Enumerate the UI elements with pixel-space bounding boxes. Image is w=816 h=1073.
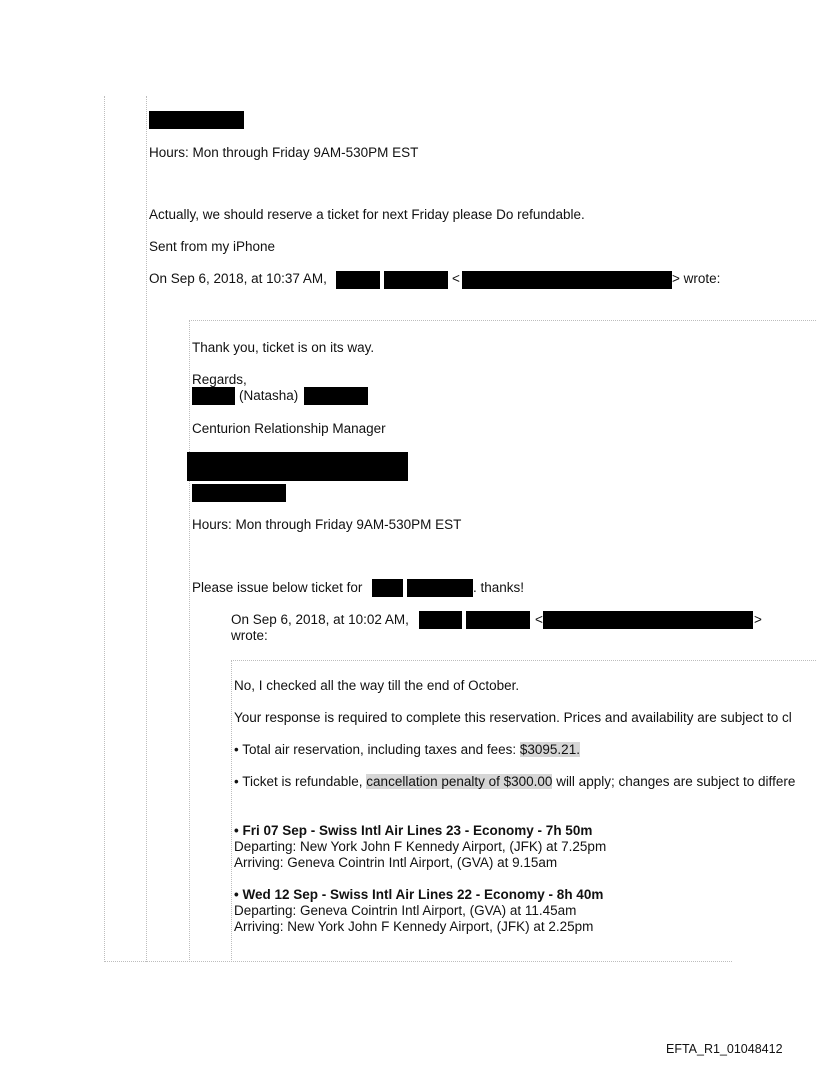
issue-suffix: . thanks! <box>473 580 525 595</box>
redaction-block <box>372 579 403 597</box>
redaction-block <box>462 271 672 289</box>
total-line <box>234 742 580 757</box>
redaction-block <box>192 387 235 405</box>
signature-title: Centurion Relationship Manager <box>192 421 386 436</box>
redaction-block <box>192 484 286 502</box>
issue-prefix: Please issue below ticket for <box>192 580 363 595</box>
quote-border-level2 <box>189 320 190 962</box>
quote-border-level1 <box>146 96 147 962</box>
checked-text: No, I checked all the way till the end of October. <box>234 678 520 693</box>
total-label: • Total air reservation, including taxes and fees: <box>234 742 520 757</box>
hours-text: Hours: Mon through Friday 9AM-530PM EST <box>149 145 419 160</box>
quote-border-level2-top <box>189 320 816 321</box>
quote-header-2-open: < <box>535 612 543 627</box>
quote-header-2-wrote: wrote: <box>231 628 268 643</box>
redaction-block <box>187 452 408 481</box>
quote-border-bottom <box>104 961 732 962</box>
quote-header-1 <box>149 271 327 286</box>
refund-penalty: cancellation penalty of $300.00 <box>366 774 553 789</box>
message-text: Actually, we should reserve a ticket for next Friday please Do refundable. <box>149 207 585 222</box>
document-id: EFTA_R1_01048412 <box>666 1042 783 1056</box>
quote-header-open: < <box>452 271 460 286</box>
refund-prefix: • Ticket is refundable, <box>234 774 367 789</box>
signature-nickname: (Natasha) <box>239 388 299 403</box>
flight-title: • Wed 12 Sep - Swiss Intl Air Lines 22 - Economy - 8h 40m <box>234 887 604 902</box>
redaction-block <box>407 579 473 597</box>
flight-arrive: Arriving: New York John F Kennedy Airport, (JFK) at 2.25pm <box>234 919 594 934</box>
hours-text-2: Hours: Mon through Friday 9AM-530PM EST <box>192 517 462 532</box>
redaction-block <box>304 387 368 405</box>
redaction-block <box>419 611 462 629</box>
redaction-block <box>543 611 753 629</box>
refund-line <box>234 774 795 789</box>
flight-depart: Departing: Geneva Cointrin Intl Airport, (GVA) at 11.45am <box>234 903 577 918</box>
flight-title: • Fri 07 Sep - Swiss Intl Air Lines 23 - Economy - 7h 50m <box>234 823 593 838</box>
redaction-block <box>336 271 380 289</box>
quote-header-prefix: On Sep 6, 2018, at 10:37 AM, <box>149 271 327 286</box>
quote-border-outer <box>104 96 105 962</box>
sent-from-text: Sent from my iPhone <box>149 239 276 254</box>
quote-header-2-prefix: On Sep 6, 2018, at 10:02 AM, <box>231 612 409 627</box>
quote-header-close: > wrote: <box>672 271 721 286</box>
quote-border-level3-top <box>231 660 816 661</box>
response-text: Your response is required to complete this reservation. Prices and availability are subject to cl <box>234 710 792 725</box>
flight-item <box>234 823 606 871</box>
quote-border-level3 <box>231 660 232 962</box>
regards-text: Regards, <box>192 372 247 387</box>
thanks-text: Thank you, ticket is on its way. <box>192 340 375 355</box>
redaction-block <box>149 111 244 129</box>
quote-header-2-close: > <box>754 612 762 627</box>
total-amount: $3095.21. <box>519 742 580 757</box>
flight-item <box>234 887 603 935</box>
refund-suffix: will apply; changes are subject to differe <box>552 774 796 789</box>
redaction-block <box>384 271 448 289</box>
flight-depart: Departing: New York John F Kennedy Airport, (JFK) at 7.25pm <box>234 839 607 854</box>
redaction-block <box>466 611 530 629</box>
flight-arrive: Arriving: Geneva Cointrin Intl Airport, (GVA) at 9.15am <box>234 855 558 870</box>
